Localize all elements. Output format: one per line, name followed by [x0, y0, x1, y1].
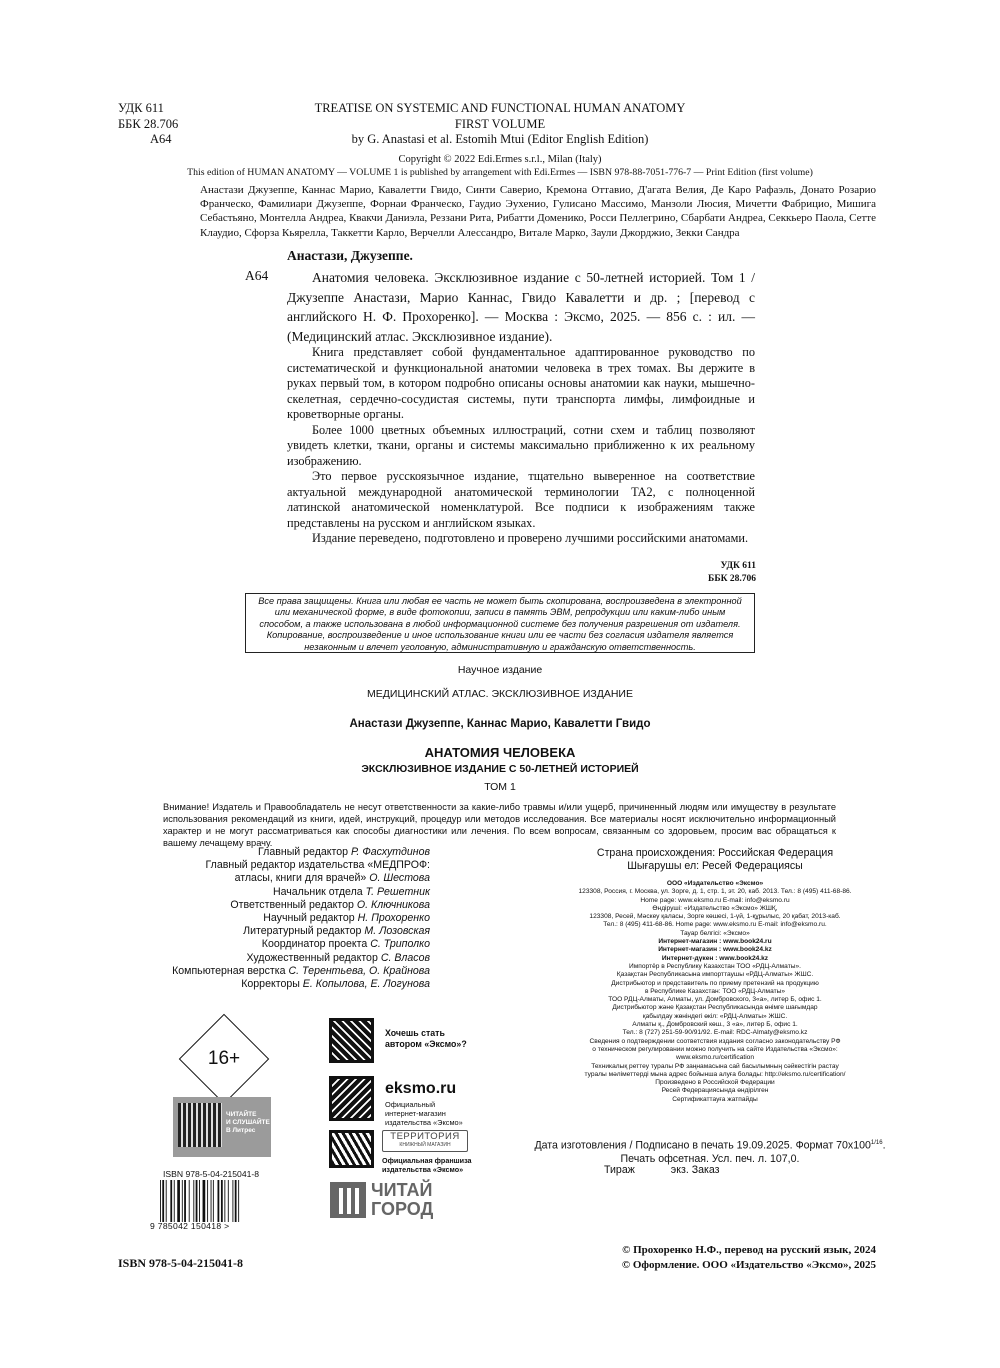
udk-code: УДК 611	[118, 101, 164, 115]
abstract-paragraph: Более 1000 цветных объемных иллюстраций, сотни схем и таблиц позволяют увидеть клетки, ткани, органы и системы максимально приближенно к их реальному изображению.	[287, 422, 755, 468]
biblio-record	[287, 268, 755, 346]
barcode-bar	[228, 1180, 229, 1222]
publisher-info-line: 123308, Россия, г. Москва, ул. Зорге, д. 1, стр. 1, эт. 20, каб. 2013. Тел.: 8 (495) 411-68-86.	[578, 888, 852, 896]
biblio-code: А64	[245, 268, 269, 283]
barcode-bar	[170, 1180, 172, 1222]
bbk-code: ББК 28.706	[708, 574, 756, 584]
barcode-bar	[174, 1180, 175, 1222]
author-promo: Хочешь стать автором «Эксмо»?	[385, 1028, 467, 1049]
staff-row: Координатор проекта С. Триполко	[261, 938, 430, 951]
publisher-info-line: Өндіруші: «Издательство «Эксмо» ЖШҚ,	[652, 904, 778, 912]
original-authors: by G. Anastasi et al. Estomih Mtui (Editor English Edition)	[351, 132, 649, 146]
litres-text: В Литрес	[226, 1127, 256, 1134]
copyright-block	[150, 153, 850, 179]
barcode-bar	[211, 1180, 212, 1222]
barcode-isbn: ISBN 978-5-04-215041-8	[163, 1169, 260, 1179]
publisher-info-line: Home page: www.eksmo.ru E-mail: info@eksmo.ru	[640, 896, 790, 904]
barcode-bar	[203, 1180, 206, 1222]
original-title-block	[230, 101, 770, 148]
staff-row: Научный редактор Н. Прохоренко	[263, 912, 430, 925]
qr-code-icon	[329, 1130, 374, 1168]
publisher-info-line: Интернет-дүкен : www.book24.kz	[661, 954, 769, 962]
litres-text: ЧИТАЙТЕ	[226, 1111, 257, 1118]
barcode-bar	[224, 1180, 225, 1222]
barcode-bar	[166, 1180, 167, 1222]
design-copyright: © Оформление. ООО «Издательство «Эксмо», 2025	[621, 1259, 876, 1271]
publisher-info-line: www.eksmo.ru/certification	[675, 1054, 755, 1062]
main-author: Анастази, Джузеппе.	[287, 248, 413, 263]
volume-number: ТОМ 1	[484, 781, 516, 793]
barcode-bar	[213, 1180, 214, 1222]
chitai-gorod-logo-icon	[330, 1182, 366, 1218]
abstract-paragraph: Книга представляет собой фундаментальное адаптированное руководство по систематической и функциональной анатомии человека в трех томах. Вы держите в руках первый том, в котором подробно описаны основы анатомии как науки, мышечно-скелетная, сердечно-сосудистая системы, пути транспорта лимфы, лимфоидные и кроветворные органы.	[287, 345, 755, 421]
copyright-line: Copyright © 2022 Edi.Ermes s.r.l., Milan (Italy)	[398, 154, 602, 165]
edition-type: Научное издание	[457, 664, 543, 676]
publisher-info-line: Интернет-магазин : www.book24.kz	[658, 946, 772, 954]
classification-block	[118, 101, 178, 148]
barcode-bar	[221, 1180, 223, 1222]
barcode-bar	[232, 1180, 233, 1222]
publisher-info-line: Қазақстан Республикасына импорттаушы «РДЦ-Алматы» ЖШС.	[616, 971, 814, 979]
abstract-paragraph: Издание переведено, подготовлено и проверено лучшими российскими анатомами.	[312, 531, 749, 545]
barcode-bar	[207, 1180, 208, 1222]
staff-row: Начальник отдела Т. Решетник	[272, 885, 430, 898]
edition-note: This edition of HUMAN ANATOMY — VOLUME 1 is published by arrangement with Edi.Ermes — ISBN 978-88-7051-776-7 — Print Edition (first volume)	[187, 167, 813, 178]
territory-desc: Официальная франшиза издательства «Эксмо»	[382, 1156, 472, 1174]
territory-logo: ТЕРРИТОРИЯ КНИЖНЫЙ МАГАЗИН	[382, 1130, 468, 1152]
staff-row: Ответственный редактор О. Ключникова	[230, 898, 430, 911]
bbk-code: ББК 28.706	[118, 116, 179, 131]
publisher-info-line: Алматы қ., Домбровский көш., 3 «а», литер Б, офис 1.	[632, 1021, 798, 1029]
publisher-info-line: туралы мәліметтерді мына адрес бойынша алуға болады: http://eksmo.ru/certification/	[584, 1070, 846, 1078]
publisher-info-line: Тел.: 8 (727) 251-59-90/91/92. E-mail: RDC-Almaty@eksmo.kz	[622, 1029, 808, 1037]
barcode-bar	[177, 1180, 180, 1222]
barcode-bar	[235, 1180, 237, 1222]
barcode-icon	[158, 1180, 264, 1222]
abstract	[287, 345, 755, 547]
country-of-origin	[530, 847, 900, 873]
staff-row: Корректоры Е. Копылова, Е. Логунова	[241, 978, 430, 991]
publisher-info-line: Импортёр в Республику Казахстан ТОО «РДЦ-Алматы».	[629, 962, 801, 970]
publisher-info-line: Сведения о подтверждении соответствия издания согласно законодательству РФ	[589, 1037, 841, 1045]
staff-row: Компьютерная верстка С. Терентьева, О. Крайнова	[172, 964, 430, 977]
warning-notice: Внимание! Издатель и Правообладатель не несут ответственности за какие-либо травмы и/или ущерб, причиненный людям или имуществу в результате использования рекомендаций из книги, идей, инструкций, процедур или методов исследования. Все материалы носят исключительно информационный характер и не могут рассматриваться как способы диагностики или лечения. По всем вопросам, связанным со здоровьем, просим вас обращаться к вашему лечащему врачу.	[163, 802, 836, 848]
publisher-info-line: о техническом регулировании можно получить на сайте Издательства «Эксмо»:	[592, 1045, 838, 1053]
publisher-info-line: ТОО РДЦ-Алматы, Алматы, ул. Домбровского, 3«а», литер Б, офис 1.	[608, 996, 822, 1004]
udk-code: УДК 611	[720, 561, 756, 571]
chitai-gorod-logo: ЧИТАЙ ГОРОД	[371, 1180, 434, 1219]
book-title: АНАТОМИЯ ЧЕЛОВЕКА	[424, 745, 576, 760]
barcode-number: 9 785042 150418 >	[150, 1221, 230, 1231]
qr-code-icon	[178, 1103, 222, 1147]
origin-kz: Шығарушы ел: Ресей Федерациясы	[627, 860, 803, 872]
publisher-info-line: Дистрибьютор и представитель по приему претензий на продукцию	[611, 979, 819, 987]
publisher-info	[530, 880, 900, 1104]
staff-row: Главный редактор издательства «МЕДПРОФ:	[205, 859, 430, 872]
print-format-line: Печать офсетная. Усл. печ. л. 107,0.	[620, 1153, 800, 1166]
abstract-classification	[680, 560, 756, 586]
print-details	[520, 1137, 900, 1167]
publisher-info-line: қабылдау жөніндегі өкіл: «РДЦ-Алматы» ЖШС.	[642, 1012, 788, 1020]
barcode-bar	[193, 1180, 194, 1222]
staff-credits	[150, 846, 430, 991]
publisher-info-line: Интернет-магазин : www.book24.ru	[658, 938, 772, 946]
publisher-info-line: Техникалық реттеу туралы РФ заңнамасына сай басылымның сәйкестігін растау	[591, 1062, 839, 1070]
qr-code-icon	[329, 1076, 374, 1121]
barcode-bar	[162, 1180, 164, 1222]
origin-ru: Страна происхождения: Российская Федерация	[596, 847, 834, 859]
footer-copyright	[586, 1243, 876, 1273]
original-title: TREATISE ON SYSTEMIC AND FUNCTIONAL HUMAN ANATOMY	[314, 101, 686, 115]
publisher-info-line: Ресей Федерациясында өндірілген	[661, 1087, 769, 1095]
publisher-info-line: в Республике Казахстан: ТОО «РДЦ-Алматы»	[644, 987, 786, 995]
eksmo-site: eksmo.ru	[385, 1080, 457, 1097]
abstract-paragraph: Это первое русскоязычное издание, тщательно выверенное на соответствие актуальной международной анатомической терминологии TA2, с полноценной латинской анатомической номенклатурой. Все подписи к изображениям также представлены на русском и английском языках.	[287, 469, 755, 530]
rights-notice: Все права защищены. Книга или любая ее часть не может быть скопирована, воспроизведена в электронной или механической форме, в виде фотокопии, записи в память ЭВМ, репродукции или каким-либо иным способом, а также использована в любой информационной системе без получения разрешения от издателя. Копирование, воспроизведение и иное использование книги или ее части без согласия издателя является незаконным и влечет уголовную, административную и гражданскую ответственность.	[245, 593, 755, 653]
print-date-line: Дата изготовления / Подписано в печать 19.09.2025. Формат $70x100^{1/16}$.	[534, 1139, 886, 1152]
barcode-bar	[184, 1180, 186, 1222]
staff-row: атласы, книги для врачей» О. Шестова	[234, 872, 430, 885]
footer-isbn: ISBN 978-5-04-215041-8	[118, 1256, 243, 1270]
print-run: Тираж экз. Заказ	[604, 1164, 720, 1176]
barcode-bar	[182, 1180, 183, 1222]
biblio-text: Анатомия человека. Эксклюзивное издание с 50-летней историей. Том 1 / Джузеппе Анастази, Марио Каннас, Гвидо Кавалетти и др. ; [перевод с английского Н. Ф. Прохоренко]. — Москва : Эксмо, 2025. — 856 с. : ил. — (Медицинский атлас. Эксклюзивное издание).	[287, 270, 755, 344]
publisher-info-line: Тауар белгісі: «Эксмо»	[680, 929, 750, 937]
age-rating-badge: 16+	[188, 1023, 260, 1095]
staff-row: Художественный редактор С. Власов	[246, 951, 430, 964]
authors-list: Анастази Джузеппе, Каннас Марио, Кавалетти Гвидо, Синти Саверио, Кремона Оттавио, Д'агата Велия, Де Каро Рафаэль, Донато Розарио Франческо, Фамилиари Джузеппе, Форнаи Франческо, Гаудио Эухенио, Гулисано Массимо, Манзоли Люсия, Мичетти Фабрицио, Мишига Себастьяно, Монтелла Андреа, Квакчи Даниэла, Реззани Рита, Рибатти Доменико, Росси Пеллегрино, Сбарбати Андреа, Секкьеро Паола, Сетте Клаудио, Сфорза Кьярелла, Таккетти Карло, Верчелли Алессандро, Витале Марко, Заули Джорджио, Зекки Сандра	[200, 184, 876, 239]
book-subtitle: ЭКСКЛЮЗИВНОЕ ИЗДАНИЕ С 50-ЛЕТНЕЙ ИСТОРИЕЙ	[361, 763, 639, 775]
litres-text: И СЛУШАЙТЕ	[226, 1119, 270, 1126]
barcode-bar	[196, 1180, 198, 1222]
barcode-bar	[238, 1180, 239, 1222]
publisher-info-line: Произведено в Российской Федерации	[655, 1079, 775, 1087]
publisher-info-line: Сертификаттауға жатпайды	[672, 1095, 758, 1103]
publisher-info-line: ООО «Издательство «Эксмо»	[666, 880, 764, 887]
barcode-bar	[189, 1180, 190, 1222]
publisher-info-line: 123308, Ресей, Мәскеу қаласы, Зорге көшесі, 1-үй, 1-құрылыс, 20 қабат, 2013-каб.	[589, 913, 841, 921]
barcode-bar	[160, 1180, 161, 1222]
translation-copyright: © Прохоренко Н.Ф., перевод на русский язык, 2024	[622, 1244, 876, 1256]
barcode-bar	[218, 1180, 220, 1222]
qr-code-icon	[329, 1018, 374, 1063]
publisher-info-line: Дистрибьютор және Қазақстан Республикасында өнімге шағымдар	[612, 1004, 818, 1012]
staff-row: Литературный редактор М. Лозовская	[243, 925, 430, 938]
original-volume: FIRST VOLUME	[454, 116, 546, 131]
edition-authors: Анастази Джузеппе, Каннас Марио, Кавалетти Гвидо	[349, 718, 651, 730]
litres-promo	[173, 1097, 271, 1157]
staff-row: Главный редактор Р. Фасхутдинов	[258, 846, 430, 858]
author-sign: А64	[150, 132, 172, 146]
barcode-bar	[199, 1180, 200, 1222]
series-name: МЕДИЦИНСКИЙ АТЛАС. ЭКСКЛЮЗИВНОЕ ИЗДАНИЕ	[367, 688, 633, 700]
publisher-info-line: Тел.: 8 (495) 411-68-86. Home page: www.eksmo.ru E-mail: info@eksmo.ru.	[603, 921, 827, 929]
eksmo-desc: Официальный интернет-магазин издательства «Эксмо»	[385, 1100, 463, 1127]
